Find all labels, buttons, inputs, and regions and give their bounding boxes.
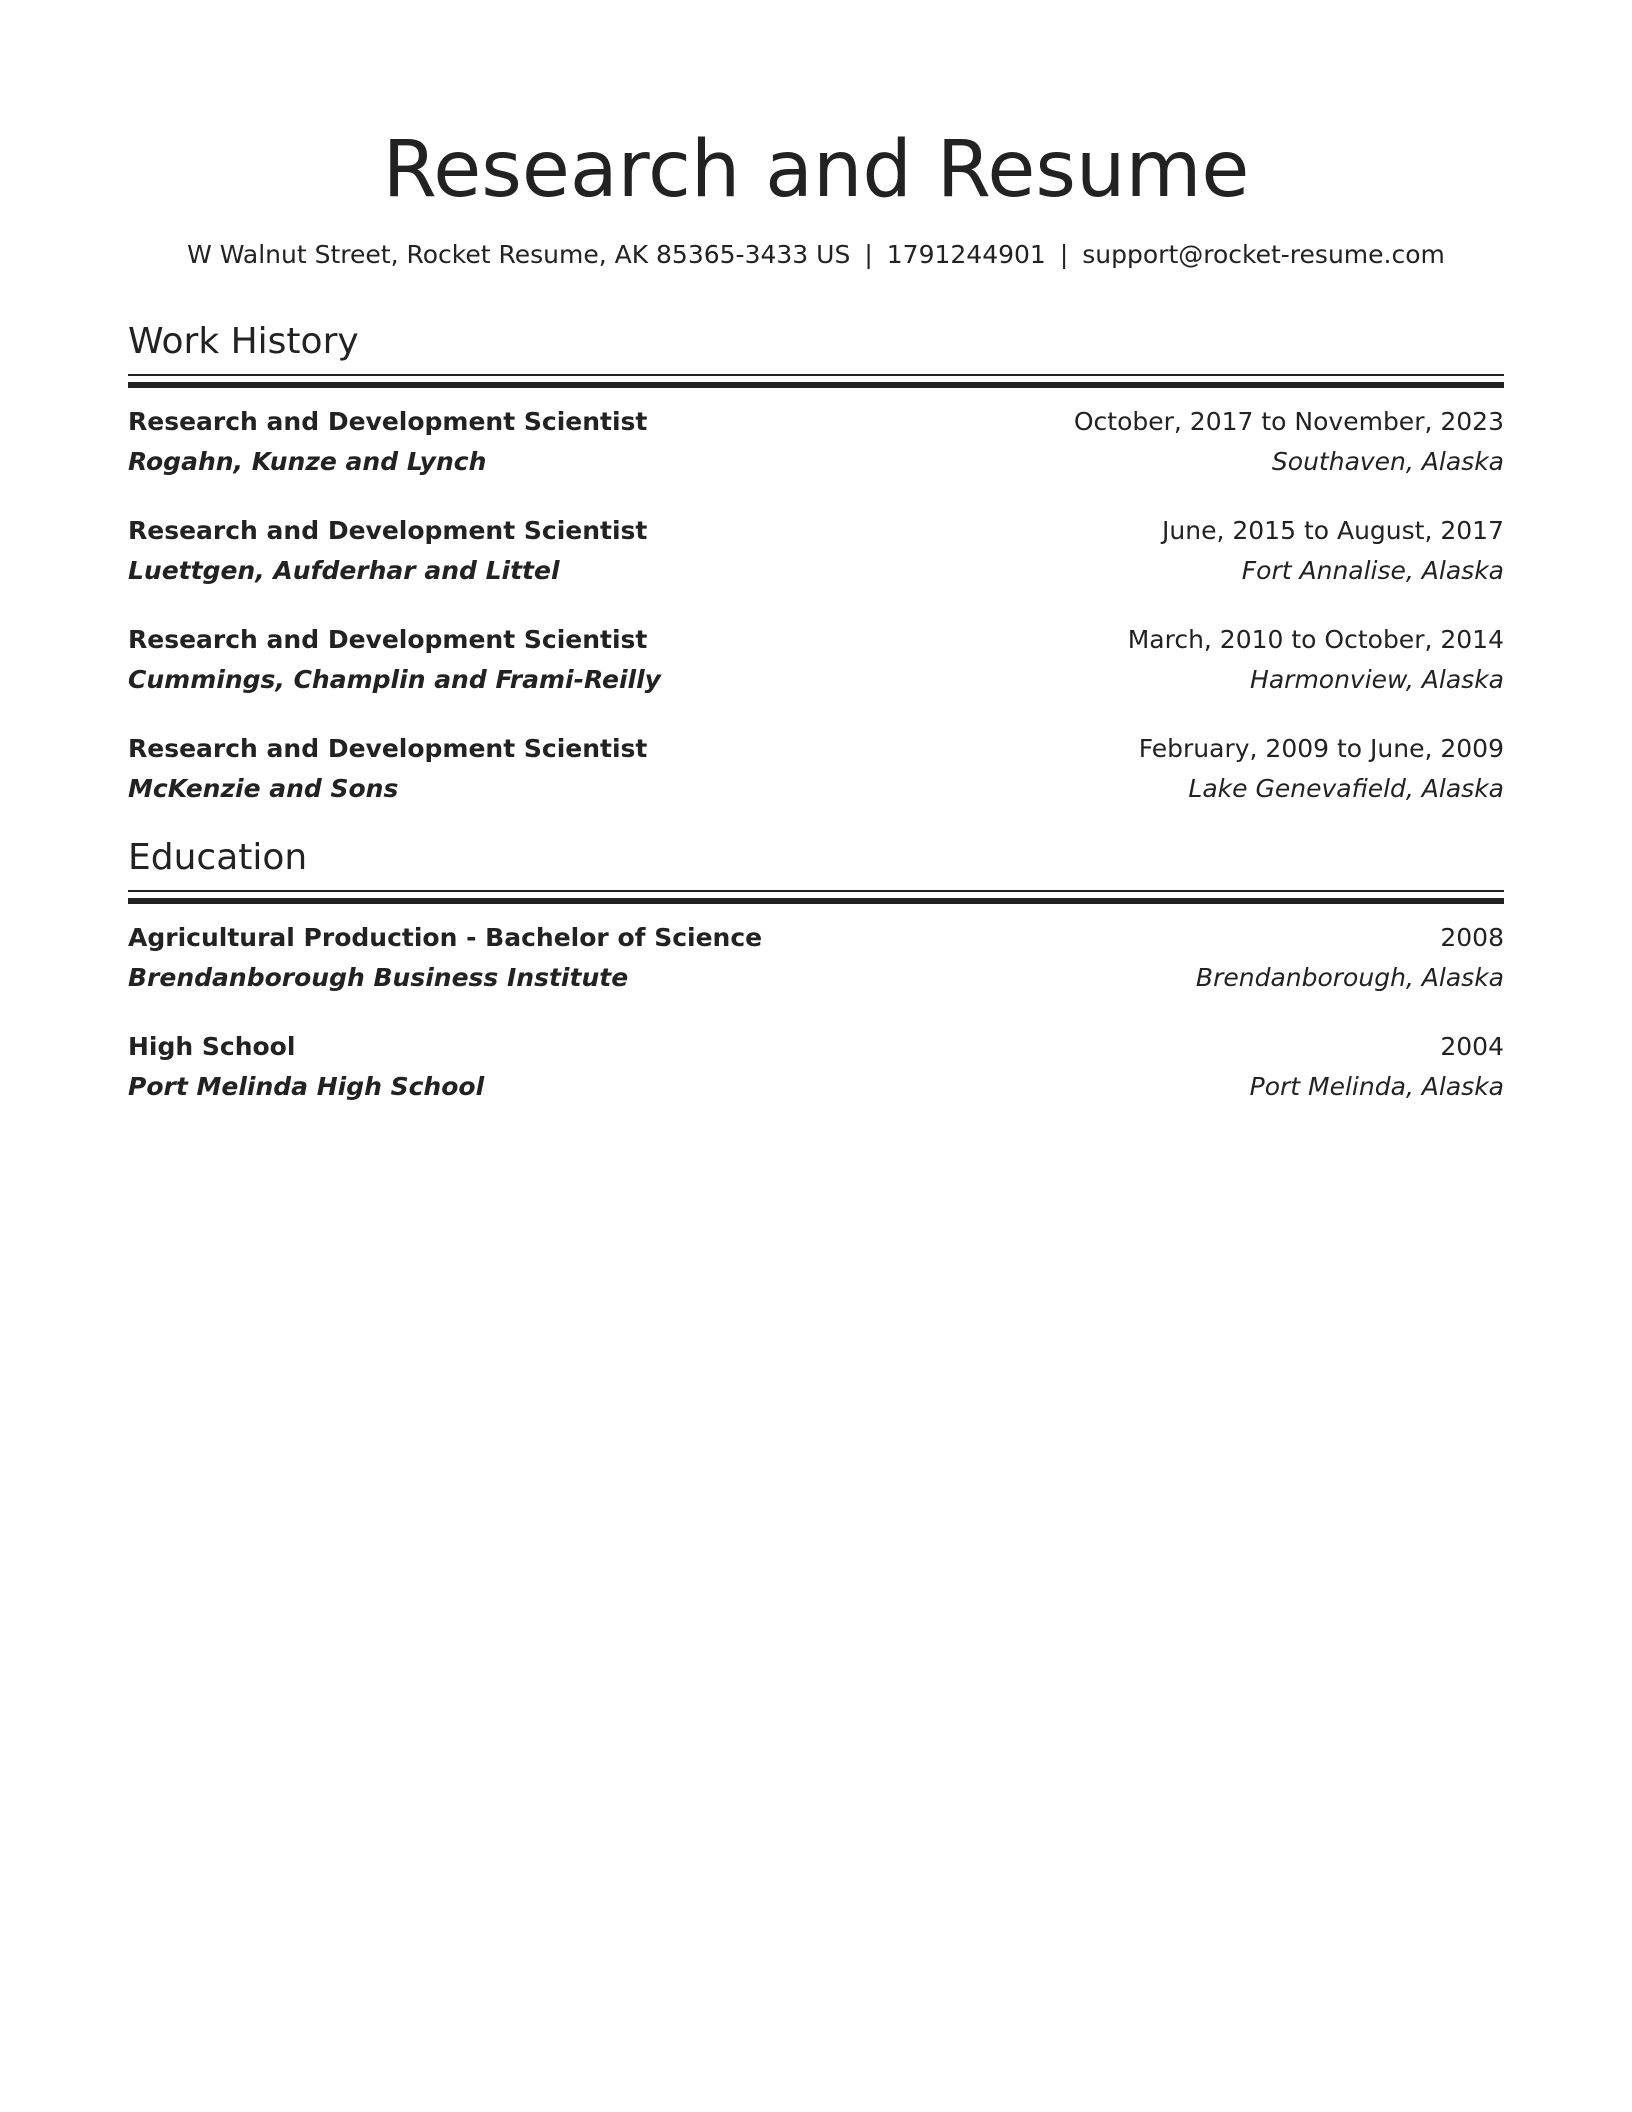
section-rule-thick xyxy=(128,382,1504,388)
education-entry xyxy=(128,1030,1504,1110)
work-company: Cummings, Champlin and Frami-Reilly xyxy=(128,665,661,694)
education-location: Port Melinda, Alaska xyxy=(1249,1072,1504,1101)
contact-phone: 1791244901 xyxy=(886,240,1046,269)
section-rule-thin xyxy=(128,374,1504,376)
work-company: Luettgen, Aufderhar and Littel xyxy=(128,556,560,585)
education-year: 2008 xyxy=(1440,923,1504,952)
education-degree: High School xyxy=(128,1032,296,1061)
work-entry xyxy=(128,514,1504,594)
work-role: Research and Development Scientist xyxy=(128,516,648,545)
section-title-education: Education xyxy=(128,837,308,878)
work-entry xyxy=(128,405,1504,485)
contact-separator: | xyxy=(864,240,873,269)
contact-line xyxy=(128,238,1504,272)
contact-email[interactable]: support@rocket-resume.com xyxy=(1082,240,1445,269)
work-location: Harmonview, Alaska xyxy=(1250,665,1504,694)
section-title-work-history: Work History xyxy=(128,321,359,362)
work-entry xyxy=(128,623,1504,703)
education-school: Port Melinda High School xyxy=(128,1072,485,1101)
work-entry xyxy=(128,732,1504,812)
contact-separator: | xyxy=(1059,240,1069,269)
work-location: Southaven, Alaska xyxy=(1271,447,1504,476)
work-dates: March, 2010 to October, 2014 xyxy=(1127,625,1504,654)
work-role: Research and Development Scientist xyxy=(128,625,648,654)
work-company: McKenzie and Sons xyxy=(128,774,399,803)
work-location: Fort Annalise, Alaska xyxy=(1241,556,1504,585)
work-dates: October, 2017 to November, 2023 xyxy=(1073,407,1504,436)
work-dates: June, 2015 to August, 2017 xyxy=(1162,516,1504,545)
work-role: Research and Development Scientist xyxy=(128,407,648,436)
work-role: Research and Development Scientist xyxy=(128,734,648,763)
section-rule-thick xyxy=(128,898,1504,904)
work-company: Rogahn, Kunze and Lynch xyxy=(128,447,487,476)
education-location: Brendanborough, Alaska xyxy=(1195,963,1504,992)
contact-address: W Walnut Street, Rocket Resume, AK 85365-3433 US xyxy=(187,240,851,269)
education-year: 2004 xyxy=(1440,1032,1504,1061)
work-dates: February, 2009 to June, 2009 xyxy=(1138,734,1504,763)
education-school: Brendanborough Business Institute xyxy=(128,963,629,992)
work-location: Lake Genevafield, Alaska xyxy=(1188,774,1504,803)
education-entry xyxy=(128,921,1504,1001)
section-rule-thin xyxy=(128,890,1504,892)
education-degree: Agricultural Production - Bachelor of Science xyxy=(128,923,763,952)
resume-name: Research and Resume xyxy=(382,125,1250,215)
